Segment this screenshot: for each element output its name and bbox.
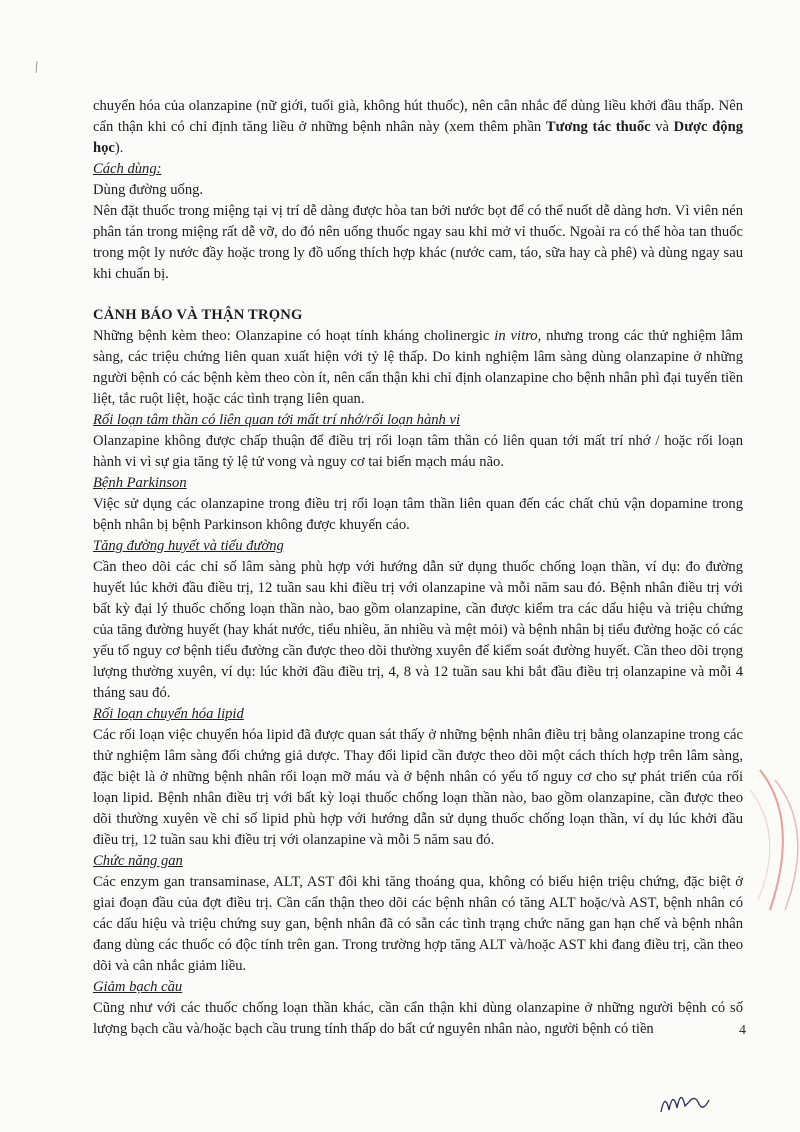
handwritten-initials <box>657 1082 717 1122</box>
lipid-heading: Rối loạn chuyển hóa lipid <box>93 706 244 722</box>
comorbidity-italic: in vitro <box>494 328 538 344</box>
intro-ref-pharmacokinetics: Dược động học <box>93 119 743 156</box>
comorbidity-text-b: , nhưng trong các thử nghiệm lâm sàng, các triệu chứng liên quan xuất hiện với tỷ lệ thấp. Do kinh nghiệm lâm sàng dùng olanzapine ở những người bệnh có các bệnh kèm theo còn ít, nên cẩn thận khi chỉ định olanzapine cho bệnh nhân phì đại tuyến tiền liệt, tắc ruột liệt, hoặc các tình trạng liên quan. <box>93 328 743 407</box>
hyperglycemia-paragraph: Cần theo dõi các chỉ số lâm sàng phù hợp với hướng dẫn sử dụng thuốc chống loạn thần, ví dụ: đo đường huyết lúc khởi đầu điều trị, 12 tuần sau khi điều trị với olanzapine và mỗi năm sau đó. Bệnh nhân điều trị với bất kỳ đại lý thuốc chống loạn thần nào, bao gồm olanzapine, cần được kiểm tra các dấu hiệu và triệu chứng của tăng đường huyết (hay khát nước, tiểu nhiều, ăn nhiều và mệt mỏi) và bệnh nhân bị tiểu đường hoặc có các yếu tố nguy cơ bệnh tiểu đường cần được theo dõi thường xuyên để kiểm soát đường huyết. Cần theo dõi trọng lượng thường xuyên, ví dụ: lúc khởi đầu điều trị, 4, 8 và 12 tuần sau khi bắt đầu điều trị olanzapine và mỗi 4 tháng sau đó. <box>93 559 743 701</box>
scan-mark <box>34 60 40 72</box>
page-number: 4 <box>739 1023 746 1038</box>
intro-and: và <box>650 119 674 135</box>
usage-paragraph: Nên đặt thuốc trong miệng tại vị trí dễ dàng được hòa tan bởi nước bọt để có thể nuốt dễ dàng hơn. Vì viên nén phân tán trong miệng rất dễ vỡ, do đó nên uống thuốc ngay sau khi mở vỉ thuốc. Ngoài ra có thể hòa tan thuốc trong một ly nước đầy hoặc trong ly đồ uống thích hợp khác (nước cam, táo, sữa hay cà phê) và dùng ngay sau khi chuẩn bị. <box>93 203 743 282</box>
dementia-heading: Rối loạn tâm thần có liên quan tới mất trí nhớ/rối loạn hành vi <box>93 412 461 428</box>
intro-paragraph <box>93 96 743 159</box>
lipid-paragraph: Các rối loạn việc chuyển hóa lipid đã được quan sát thấy ở những bệnh nhân điều trị bằng olanzapine trong các thử nghiệm lâm sàng đối chứng giả dược. Thay đổi lipid cần được theo dõi một cách thích hợp trên lâm sàng, đặc biệt là ở những bệnh nhân rối loạn mỡ máu và ở bệnh nhân có yếu tố nguy cơ cho sự phát triển của rối loạn lipid. Bệnh nhân điều trị với bất kỳ loại thuốc chống loạn thần nào, bao gồm olanzapine, cần được theo dõi thường xuyên về chỉ số lipid phù hợp với hướng dẫn sử dụng thuốc chống loạn thần, ví dụ lúc khởi đầu điều trị, 12 tuần sau khi điều trị với olanzapine và mỗi 5 năm sau đó. <box>93 727 743 848</box>
parkinson-paragraph: Việc sử dụng các olanzapine trong điều trị rối loạn tâm thần liên quan đến các chất chủ vận dopamine trong bệnh nhân bị bệnh Parkinson không được khuyến cáo. <box>93 496 743 533</box>
comorbidity-text-a: Những bệnh kèm theo: Olanzapine có hoạt tính kháng cholinergic <box>93 328 495 344</box>
red-stamp-fragment <box>730 760 800 920</box>
usage-route: Dùng đường uống. <box>93 182 204 198</box>
leukopenia-paragraph: Cũng như với các thuốc chống loạn thần khác, cần cẩn thận khi dùng olanzapine ở những người bệnh có số lượng bạch cầu và/hoặc bạch cầu trung tính thấp do bất cứ nguyên nhân nào, người bệnh có tiền <box>93 1000 743 1037</box>
intro-text: chuyển hóa của olanzapine (nữ giới, tuổi già, không hút thuốc), nên cân nhắc để dùng liều khởi đầu thấp. Nên cẩn thận khi có chỉ định tăng liều ở những bệnh nhân này (xem thêm phần <box>93 98 743 135</box>
document-page <box>93 96 743 1040</box>
dementia-paragraph: Olanzapine không được chấp thuận để điều trị rối loạn tâm thần có liên quan tới mất trí nhớ / hoặc rối loạn hành vi vì sự gia tăng tỷ lệ tử vong và nguy cơ tai biến mạch máu não. <box>93 433 743 470</box>
warnings-title: CẢNH BÁO VÀ THẬN TRỌNG <box>93 307 303 323</box>
intro-end: ). <box>114 140 124 156</box>
parkinson-heading: Bệnh Parkinson <box>93 475 187 491</box>
comorbidity-paragraph <box>93 326 743 410</box>
intro-ref-interactions: Tương tác thuốc <box>545 119 651 135</box>
hyperglycemia-heading: Tăng đường huyết và tiểu đường <box>93 538 284 554</box>
leukopenia-heading: Giảm bạch cầu <box>93 979 183 995</box>
usage-heading: Cách dùng: <box>93 161 162 177</box>
liver-paragraph: Các enzym gan transaminase, ALT, AST đôi khi tăng thoáng qua, không có biểu hiện triệu chứng, đặc biệt ở giai đoạn đầu của đợt điều trị. Cần cẩn thận theo dõi các bệnh nhân có tăng ALT hoặc/và AST, bệnh nhân có các dấu hiệu và triệu chứng suy gan, bệnh nhân đã có sẵn các tình trạng chức năng gan hạn chế và bệnh nhân đang dùng các thuốc có độc tính trên gan. Trong trường hợp tăng ALT và/hoặc AST khi đang điều trị, cần theo dõi và cân nhắc giảm liều. <box>93 874 743 974</box>
liver-heading: Chức năng gan <box>93 853 183 869</box>
